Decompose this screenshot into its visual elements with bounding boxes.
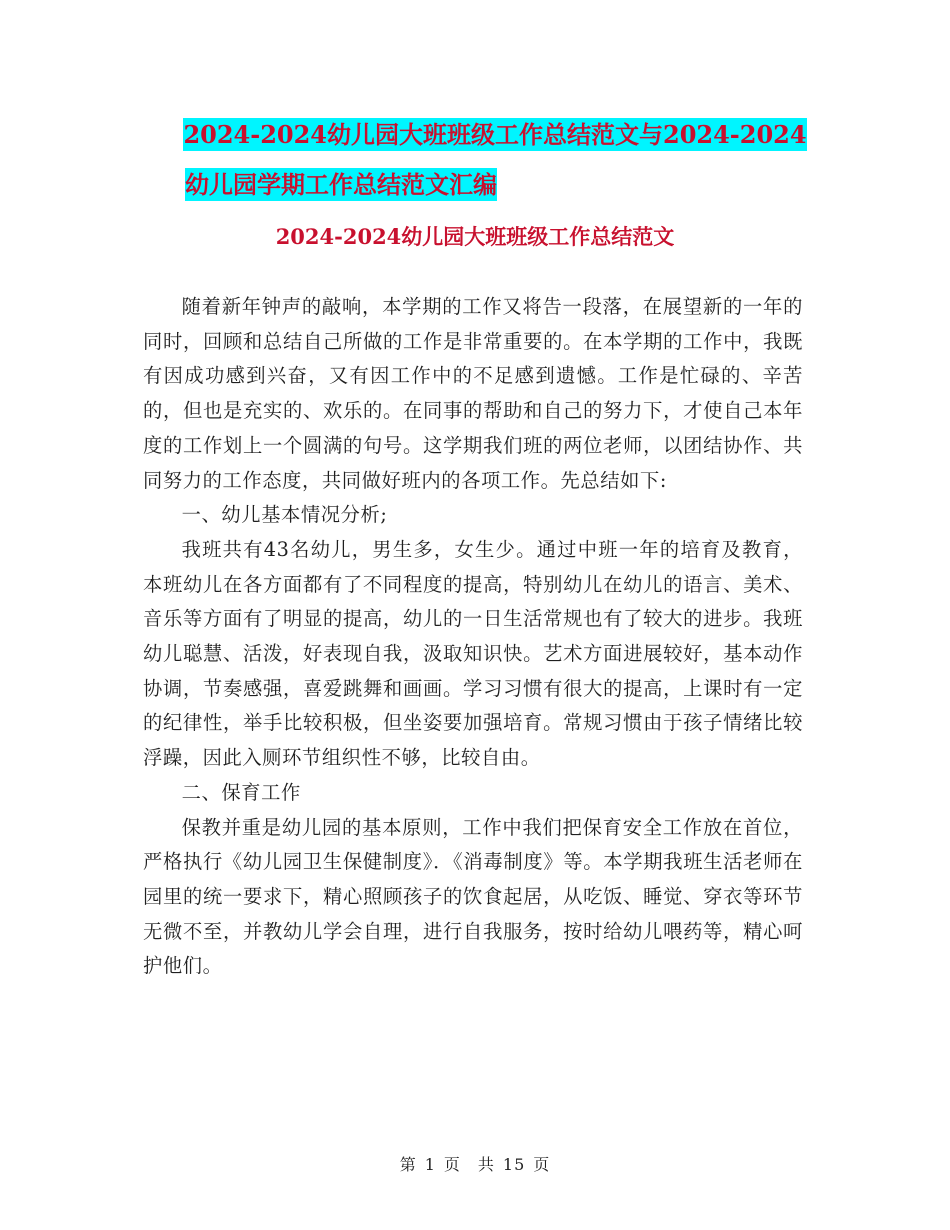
body-text [143, 290, 803, 984]
title-line-1: 2024-2024幼儿园大班班级工作总结范文与2024-2024 [183, 120, 807, 149]
total-pages-number: 15 [502, 1155, 526, 1174]
title-line-2: 幼儿园学期工作总结范文汇编 [185, 170, 497, 199]
paragraph-heading: 二、保育工作 [181, 780, 301, 804]
current-page-number: 1 [424, 1155, 436, 1174]
paragraph-heading: 一、幼儿基本情况分析; [181, 503, 388, 527]
section-title: 2024-2024幼儿园大班班级工作总结范文 [275, 224, 675, 249]
paragraph: 保教并重是幼儿园的基本原则，工作中我们把保育安全工作放在首位，严格执行《幼儿园卫生保健制度》．《消毒制度》等。本学期我班生活老师在园里的统一要求下，精心照顾孩子的饮食起居，从吃饭、睡觉、穿衣等环节无微不至，并教幼儿学会自理，进行自我服务，按时给幼儿喂药等，精心呵护他们。 [143, 815, 803, 978]
page-label-suffix: 页 [533, 1155, 551, 1174]
document-title [140, 110, 810, 210]
page-label-prefix: 第 [399, 1155, 417, 1174]
paragraph: 我班共有43名幼儿，男生多，女生少。通过中班一年的培育及教育，本班幼儿在各方面都有了不同程度的提高，特别幼儿在幼儿的语言、美术、音乐等方面有了明显的提高，幼儿的一日生活常规也有了较大的进步。我班幼儿聪慧、活泼，好表现自我，汲取知识快。艺术方面进展较好，基本动作协调，节奏感强，喜爱跳舞和画画。学习习惯有很大的提高，上课时有一定的纪律性，举手比较积极，但坐姿要加强培育。常规习惯由于孩子情绪比较浮躁，因此入厕环节组织性不够，比较自由。 [143, 537, 803, 770]
page-footer [0, 1152, 950, 1175]
paragraph: 随着新年钟声的敲响，本学期的工作又将告一段落，在展望新的一年的同时，回顾和总结自己所做的工作是非常重要的。在本学期的工作中，我既有因成功感到兴奋，又有因工作中的不足感到遗憾。工作是忙碌的、辛苦的，但也是充实的、欢乐的。在同事的帮助和自己的努力下，才使自己本年度的工作划上一个圆满的句号。这学期我们班的两位老师，以团结协作、共同努力的工作态度，共同做好班内的各项工作。先总结如下: [143, 295, 803, 492]
page-label-mid: 页 共 [443, 1155, 495, 1174]
